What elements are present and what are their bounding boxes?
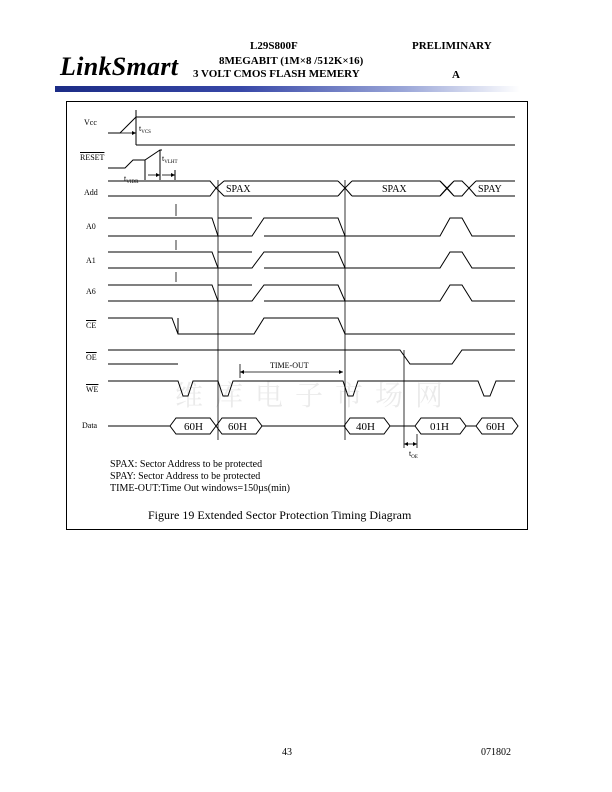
tvlht-label: $t_{VLHT}$	[162, 154, 178, 165]
signal-label-vcc: Vcc	[84, 118, 97, 127]
data-value-4: 01H	[430, 421, 449, 433]
signal-label-ce: $\overline{CE}$	[86, 321, 97, 330]
note-spay: SPAY: Sector Address to be protected	[110, 471, 261, 482]
legend-notes	[110, 459, 290, 495]
signal-label-we: $\overline{WE}$	[86, 385, 99, 394]
tvcs-label: $t_{VCS}$	[139, 124, 151, 135]
signal-label-add: Add	[84, 188, 98, 197]
note-spax: SPAX: Sector Address to be protected	[110, 459, 263, 470]
add-value-1: SPAX	[226, 184, 251, 195]
signal-label-oe: $\overline{OE}$	[86, 353, 97, 362]
vcc-waveform	[108, 117, 515, 133]
data-value-2: 60H	[228, 421, 247, 433]
timeout-label: TIME-OUT	[270, 361, 309, 370]
add-value-3: SPAY	[478, 184, 502, 195]
figure-caption: Figure 19 Extended Sector Protection Timing Diagram	[148, 508, 412, 522]
oe-waveform	[108, 350, 515, 364]
address-bus	[108, 181, 515, 196]
signal-label-a1: A1	[86, 256, 96, 265]
revision-letter: A	[452, 69, 460, 81]
signal-label-a6: A6	[86, 287, 96, 296]
company-logo: LinkSmart	[60, 52, 179, 81]
signal-label-reset: RESET	[80, 153, 105, 162]
reset-waveform	[108, 150, 162, 168]
signal-label-data: Data	[82, 421, 98, 430]
data-value-5: 60H	[486, 421, 505, 433]
data-value-3: 40H	[356, 421, 375, 433]
ce-waveform	[108, 318, 515, 334]
device-density: 8MEGABIT (1M×8 /512K×16)	[219, 55, 364, 67]
note-timeout: TIME-OUT:Time Out windows=150µs(min)	[110, 483, 290, 494]
a0-waveform	[108, 218, 515, 236]
data-bus	[108, 418, 518, 434]
device-description: 3 VOLT CMOS FLASH MEMERY	[193, 68, 360, 80]
tvidr-label: $t_{VIDR}$	[124, 174, 139, 185]
document-date: 071802	[481, 747, 511, 758]
part-number: L29S800F	[250, 40, 298, 52]
data-value-1: 60H	[184, 421, 203, 433]
signal-label-a0: A0	[86, 222, 96, 231]
a6-waveform	[108, 285, 515, 301]
watermark: 维库电子市场网	[175, 379, 456, 412]
a1-waveform	[108, 252, 515, 268]
toe-label: $t_{OE}$	[409, 449, 418, 460]
page-number: 43	[282, 747, 292, 758]
add-value-2: SPAX	[382, 184, 407, 195]
document-status: PRELIMINARY	[412, 40, 492, 52]
